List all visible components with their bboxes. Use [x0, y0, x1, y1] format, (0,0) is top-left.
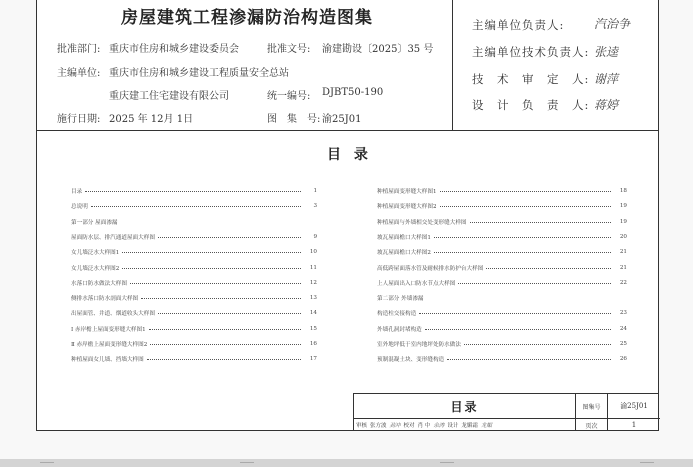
toc-entry-label: 种植屋面女儿墙、挡墙大样图 — [71, 357, 144, 364]
toc-entry — [71, 292, 317, 304]
page-no-value: 1 — [631, 421, 637, 429]
toc-leader-dots — [158, 313, 301, 314]
toc-leader-dots — [122, 268, 301, 269]
toc-entry-page: 24 — [619, 325, 627, 332]
toc-entry-page: 11 — [309, 264, 317, 271]
toc-entry — [71, 262, 317, 274]
atlas-no-value: 渝25J01 — [608, 394, 660, 419]
toc-entry-label: 第二部分 外墙渗漏 — [377, 296, 424, 303]
approval-dept: 重庆市住房和城乡建设委员会 — [109, 44, 239, 55]
toc-entry-label: 坡瓦屋面檐口大样图2 — [377, 250, 431, 257]
toc-entry — [71, 277, 317, 289]
designer-name: 龙媚霜 — [461, 423, 478, 429]
toc-entry — [71, 323, 317, 335]
toc-entry-page: 17 — [309, 356, 317, 363]
header-divider-vertical — [452, 0, 453, 130]
toc-leader-dots — [130, 283, 301, 284]
toc-entry-page: 9 — [313, 233, 317, 240]
toc-leader-dots — [464, 344, 611, 345]
toc-leader-dots — [158, 237, 301, 238]
toc-title: 目 录 — [327, 147, 372, 163]
toc-entry-page: 19 — [619, 203, 627, 210]
resp-role: 技 术 审 定 人: — [472, 72, 590, 86]
toc-entry-label: 上人屋面出入口防水节点大样图 — [377, 280, 456, 287]
approval-doc-label: 批准文号: — [267, 44, 311, 55]
toc-entry-label: 屋面防水层、排汽通道屋面大样图 — [71, 234, 155, 241]
atlas-no: 渝25J01 — [322, 114, 362, 125]
footer-mark — [240, 462, 254, 463]
unified-no: DJBT50-190 — [322, 87, 384, 98]
unified-no-label: 统一编号: — [267, 91, 311, 102]
checker-signature: 余涛 — [433, 423, 445, 429]
designer-signature: 龙媚 — [480, 423, 492, 429]
toc-entry-page: 13 — [309, 295, 317, 302]
toc-leader-dots — [470, 222, 611, 223]
toc-entry-page: 21 — [619, 249, 627, 256]
toc-entry — [377, 353, 627, 365]
toc-entry-page: 16 — [309, 341, 317, 347]
signoff-row — [354, 419, 576, 431]
effective-date: 2025 年 12月 1日 — [109, 114, 194, 125]
toc-entry-label: 水落口防水做法大样图 — [71, 280, 127, 287]
toc-entry-page: 26 — [619, 356, 627, 363]
design-label: 设计 — [447, 423, 459, 429]
toc-entry-label: Ⅱ 赤岸檐上屋面变形缝大样图2 — [71, 342, 148, 348]
toc-entry — [71, 231, 317, 243]
toc-entry-page: 20 — [619, 233, 627, 240]
toc-entry-page: 10 — [309, 249, 317, 256]
toc-section-heading — [71, 216, 317, 228]
atlas-no-label: 图 集 号: — [267, 114, 321, 125]
resp-role: 主编单位技术负责人: — [472, 45, 590, 59]
chief-unit-2: 重庆建工住宅建设有限公司 — [109, 91, 229, 102]
toc-leader-dots — [91, 206, 301, 207]
signature: 谢萍 — [594, 72, 619, 86]
title-block-title: 目录 — [354, 394, 576, 419]
toc-entry-page: 15 — [309, 325, 317, 332]
toc-entry-page: 23 — [619, 310, 627, 317]
toc-entry — [377, 231, 627, 243]
toc-entry-page: 3 — [313, 203, 317, 210]
toc-entry — [377, 185, 627, 197]
toc-leader-dots — [440, 206, 612, 207]
footer-mark — [440, 462, 454, 463]
checker-name: 肖 中 — [417, 423, 431, 429]
toc-entry — [377, 338, 627, 350]
toc-entry-label: 目录 — [71, 189, 83, 195]
toc-leader-dots — [447, 359, 611, 360]
toc-entry-label: 坡瓦屋面檐口大样图1 — [377, 234, 431, 241]
resp-role: 设 计 负 责 人: — [472, 98, 590, 112]
toc-entry-label: 种植屋面变形缝大样图2 — [377, 204, 437, 211]
toc-entry-label: 女儿墙泛水大样图1 — [71, 250, 120, 257]
toc-leader-dots — [486, 268, 611, 269]
toc-leader-dots — [434, 252, 611, 253]
toc-leader-dots — [85, 191, 301, 192]
reviewer-signature: 劲冲 — [389, 423, 401, 429]
reviewer-name: 张方波 — [370, 423, 387, 429]
toc-leader-dots — [147, 359, 301, 360]
toc-entry — [377, 216, 627, 228]
toc-entry-label: 总说明 — [71, 204, 88, 211]
toc-leader-dots — [458, 283, 611, 284]
toc-entry-label: 室外地坪低于室内地坪处防水做法 — [377, 342, 461, 348]
review-label: 审核 — [356, 423, 368, 429]
toc-entry-page: 18 — [619, 188, 627, 194]
toc-entry-label: 出屋面管、井道、烟道收头大样图 — [71, 311, 155, 318]
toc-entry-page: 1 — [313, 188, 317, 194]
chief-unit-1: 重庆市住房和城乡建设工程质量安全总站 — [109, 68, 289, 79]
signature: 蒋婷 — [594, 98, 619, 112]
toc-entry — [377, 307, 627, 319]
signature: 汽治争 — [594, 17, 631, 31]
toc-entry-page: 14 — [309, 310, 317, 317]
toc-entry-label: 种植屋面变形缝大样图1 — [377, 189, 437, 195]
page-no-label: 页次 — [576, 419, 608, 431]
resp-role: 主编单位负责人: — [472, 18, 565, 32]
toc-entry-page: 12 — [309, 279, 317, 286]
toc-leader-dots — [149, 329, 301, 330]
footer-mark — [640, 462, 654, 463]
toc-entry-page: 19 — [619, 218, 627, 225]
toc-entry-page: 21 — [619, 264, 627, 271]
toc-entry-label: 高低跨屋面落水管及耐候排水防护台大样图 — [377, 265, 484, 272]
toc-entry-label: 侧排水落口防水剖面大样图 — [71, 296, 139, 303]
toc-entry-page: 25 — [619, 341, 627, 347]
toc-entry-label: 外墙孔洞封堵构造 — [377, 326, 422, 333]
toc-entry-label: 构造柱交接构造 — [377, 311, 417, 318]
toc-entry — [71, 338, 317, 350]
toc-entry — [71, 185, 317, 197]
toc-leader-dots — [425, 329, 611, 330]
toc-entry — [377, 323, 627, 335]
toc-entry — [71, 307, 317, 319]
approval-dept-label: 批准部门: — [57, 44, 101, 55]
page-title: 房屋建筑工程渗漏防治构造图集 — [121, 8, 373, 28]
toc-entry — [377, 262, 627, 274]
toc-section-heading — [377, 292, 627, 304]
toc-entry-label: 种植屋面与外墙相交处变形缝大样图 — [377, 219, 467, 226]
toc-entry — [377, 200, 627, 212]
toc-leader-dots — [141, 298, 301, 299]
effective-date-label: 施行日期: — [57, 114, 101, 125]
toc-entry — [71, 200, 317, 212]
toc-leader-dots — [122, 252, 301, 253]
atlas-no-label: 图集号 — [576, 394, 608, 419]
toc-entry-label: 预制混凝土块、变形缝构造 — [377, 357, 445, 364]
toc-leader-dots — [419, 313, 611, 314]
drawing-sheet — [36, 0, 659, 431]
header-divider-horizontal — [37, 130, 658, 131]
toc-entry — [71, 246, 317, 258]
check-label: 校对 — [403, 423, 415, 429]
toc-leader-dots — [150, 344, 301, 345]
toc-entry-label: 第一部分 屋面渗漏 — [71, 219, 118, 226]
toc-entry — [377, 246, 627, 258]
footer-mark — [40, 462, 54, 463]
signature: 张逵 — [594, 45, 619, 59]
viewer-footer-bar — [0, 459, 693, 467]
toc-leader-dots — [434, 237, 611, 238]
approval-doc: 渝建勘设〔2025〕35 号 — [322, 44, 434, 55]
toc-entry-label: Ⅰ 赤岸檐上屋面变形缝大样图1 — [71, 326, 146, 333]
toc-leader-dots — [440, 191, 612, 192]
toc-entry-label: 女儿墙泛水大样图2 — [71, 265, 120, 272]
title-block — [353, 393, 659, 431]
toc-entry — [71, 353, 317, 365]
chief-unit-label: 主编单位: — [57, 68, 101, 79]
toc-entry-page: 22 — [619, 279, 627, 286]
toc-entry — [377, 277, 627, 289]
